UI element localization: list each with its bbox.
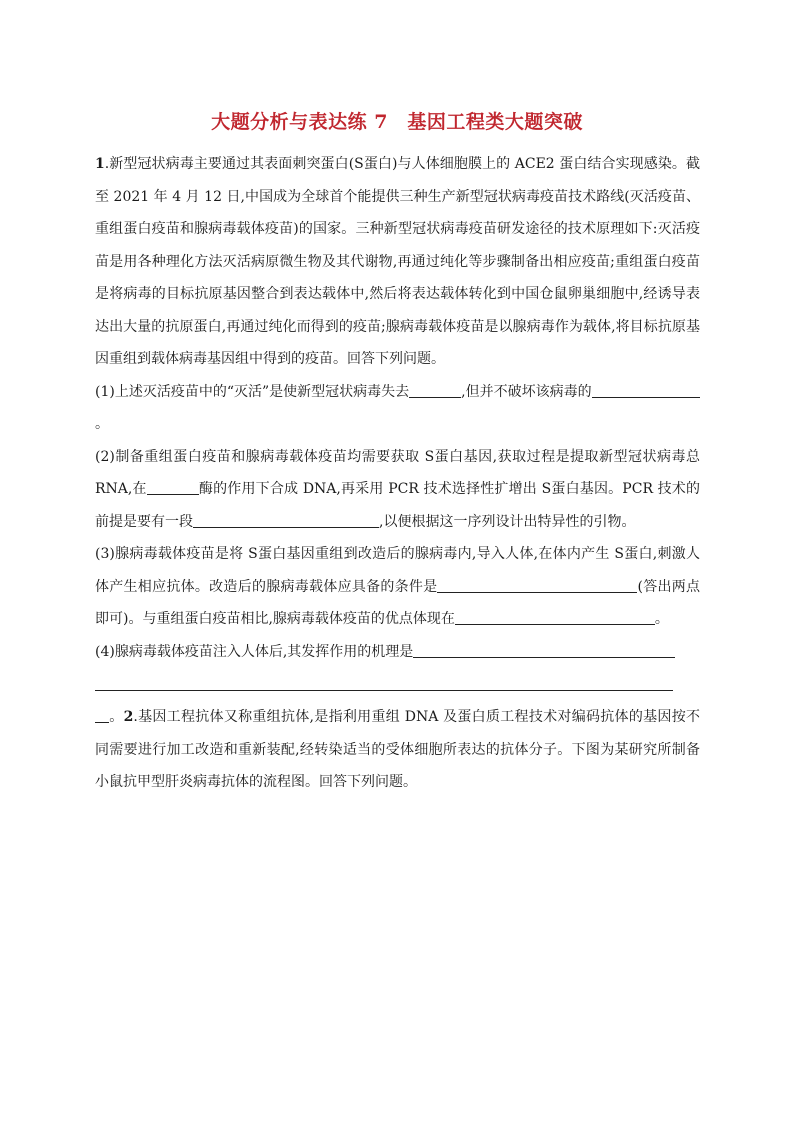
question-content (95, 148, 700, 799)
sub-1-text-a: (1)上述灭活疫苗中的“灭活”是使新型冠状病毒失去 (95, 383, 410, 400)
question-2-stem (95, 701, 700, 799)
question-2-number: 2 (123, 709, 134, 725)
answer-blank-9[interactable] (95, 707, 109, 723)
question-2-lead: 。 (109, 709, 124, 725)
question-1-sub-4 (95, 636, 700, 669)
answer-blank-8[interactable] (95, 668, 673, 691)
sub-3-text-c: 。 (654, 611, 669, 627)
page-title: 大题分析与表达练 7 基因工程类大题突破 (211, 111, 583, 133)
question-1-text: .新型冠状病毒主要通过其表面刺突蛋白(S蛋白)与人体细胞膜上的 ACE2 蛋白结合实现感染。截至 2021 年 4 月 12 日,中国成为全球首个能提供三种生产新型冠状病毒疫苗技术路线(灭活疫苗、重组蛋白疫苗和腺病毒载体疫苗)的国家。三种新型冠状病毒疫苗研发途径的技术原理如下:灭活疫苗是用各种理化方法灭活病原微生物及其代谢物,再通过纯化等步骤制备出相应疫苗;重组蛋白疫苗是将病毒的目标抗原基因整合到表达载体中,然后将表达载体转化到中国仓鼠卵巢细胞中,经诱导表达出大量的抗原蛋白,再通过纯化而得到的疫苗;腺病毒载体疫苗是以腺病毒作为载体,将目标抗原基因重组到载体病毒基因组中得到的疫苗。回答下列问题。 (95, 156, 700, 367)
answer-blank-2[interactable] (592, 382, 700, 398)
answer-blank-5[interactable] (437, 577, 637, 593)
question-1-number: 1 (95, 156, 105, 172)
question-1-sub-3 (95, 538, 700, 636)
answer-blank-4[interactable] (193, 512, 379, 528)
answer-blank-1[interactable] (409, 382, 461, 398)
sub-1-text-c: 。 (95, 416, 109, 432)
sub-3-text-a: (3)腺病毒载体疫苗是将 S蛋白基因重组到改造后的腺病毒内,导入人体,在体内产生 S蛋白,刺激人体产生相应抗体。改造后的腺病毒载体应具备的条件是 (95, 546, 700, 595)
sub-3-text-b: (答出两点即可)。与重组蛋白疫苗相比,腺病毒载体疫苗的优点体现在 (95, 578, 701, 627)
sub-2-text-a: (2)制备重组蛋白疫苗和腺病毒载体疫苗均需要获取 S蛋白基因,获取过程是提取新型冠状病毒总 RNA,在 (95, 448, 700, 497)
question-1-stem (95, 148, 700, 376)
question-1-sub-1 (95, 376, 700, 441)
question-2-text: .基因工程抗体又称重组抗体,是指利用重组 DNA 及蛋白质工程技术对编码抗体的基因按不同需要进行加工改造和重新装配,经转染适当的受体细胞所表达的抗体分子。下图为某研究所制备小鼠抗甲型肝炎病毒抗体的流程图。回答下列问题。 (95, 709, 701, 790)
sub-2-text-b: 酶的作用下合成 DNA,再采用 PCR 技术选择性扩增出 S蛋白基因。PCR 技术的前提是要有一段 (95, 481, 700, 530)
answer-blank-6[interactable] (455, 609, 655, 625)
sub-2-text-c: ,以便根据这一序列设计出特异性的引物。 (379, 513, 636, 530)
answer-blank-7[interactable] (413, 642, 675, 658)
sub-1-text-b: ,但并不破坏该病毒的 (461, 383, 592, 400)
answer-blank-3[interactable] (147, 479, 199, 495)
sub-4-text-a: (4)腺病毒载体疫苗注入人体后,其发挥作用的机理是 (95, 643, 414, 660)
question-1-sub-2 (95, 441, 700, 539)
